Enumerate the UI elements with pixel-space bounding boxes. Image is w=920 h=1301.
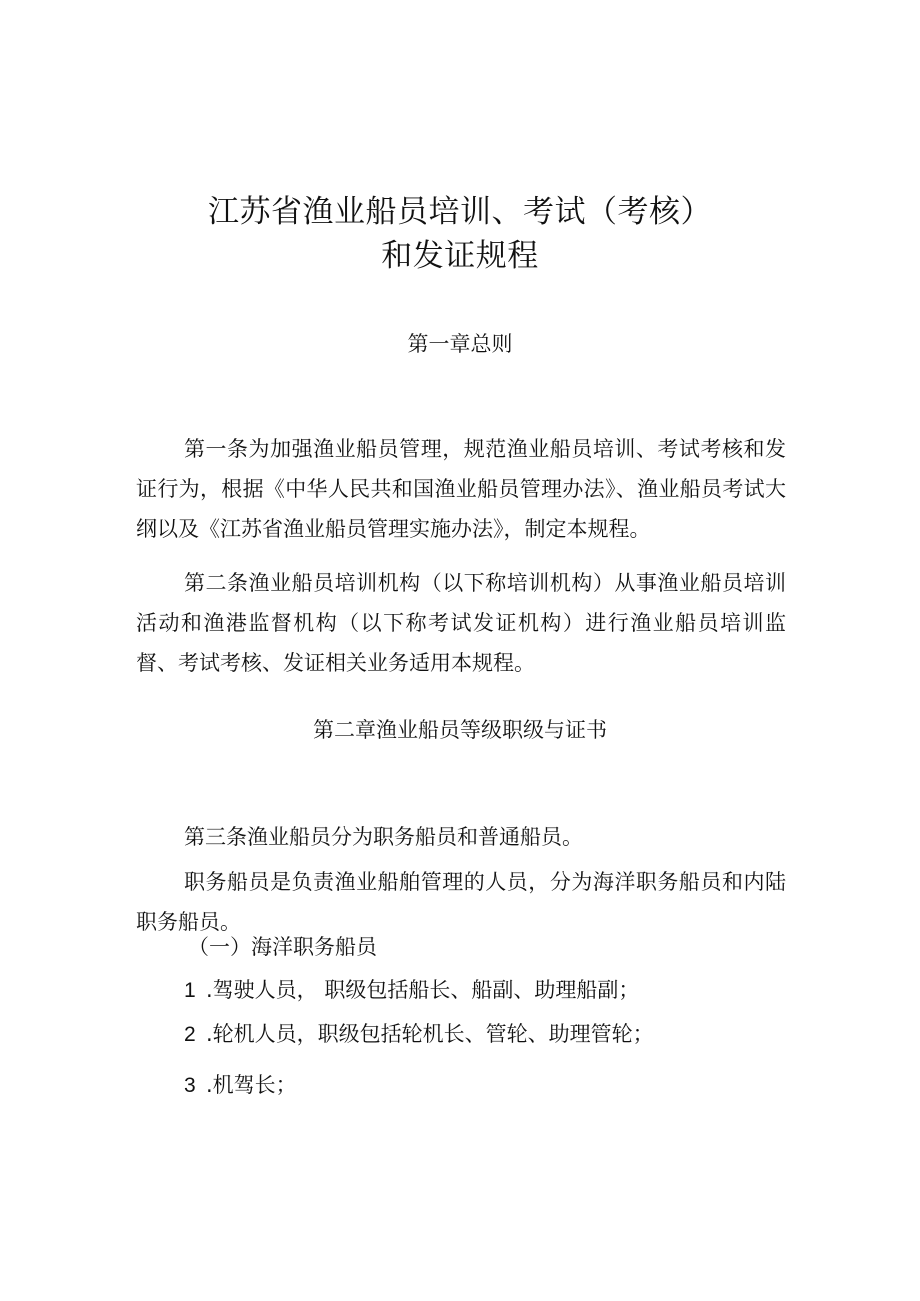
article-2: 第二条渔业船员培训机构（以下称培训机构）从事渔业船员培训活动和渔港监督机构（以下称考试发证机构）进行渔业船员培训监督、考试考核、发证相关业务适用本规程。 xyxy=(136,571,786,675)
article-1: 第一条为加强渔业船员管理，规范渔业船员培训、考试考核和发证行为，根据《中华人民共和国渔业船员管理办法》、渔业船员考试大纲以及《江苏省渔业船员管理实施办法》，制定本规程。 xyxy=(136,437,786,541)
document-title-line2: 和发证规程 xyxy=(381,238,539,274)
chapter-1-heading: 第一章总则 xyxy=(407,332,513,356)
list-item-number: 1 xyxy=(184,979,196,1002)
duty-crew-description: 职务船员是负责渔业船舶管理的人员，分为海洋职务船员和内陆职务船员。 xyxy=(136,870,786,934)
article-3: 第三条渔业船员分为职务船员和普通船员。 xyxy=(184,825,583,849)
list-item-number: 3 xyxy=(184,1074,196,1097)
list-item-number: 2 xyxy=(184,1023,196,1046)
list-item-text: .驾驶人员， 职级包括船长、船副、助理船副； xyxy=(206,978,640,1002)
list-item-text: .机驾长； xyxy=(206,1073,297,1097)
marine-duty-crew-heading: （一）海洋职务船员 xyxy=(188,935,377,959)
list-item xyxy=(184,1071,297,1100)
chapter-2-heading: 第二章渔业船员等级职级与证书 xyxy=(313,718,607,742)
list-item-text: .轮机人员，职级包括轮机长、管轮、助理管轮； xyxy=(206,1022,654,1046)
list-item xyxy=(184,1020,654,1049)
document-title-line1: 江苏省渔业船员培训、考试（考核） xyxy=(208,194,712,230)
list-item xyxy=(184,976,639,1005)
